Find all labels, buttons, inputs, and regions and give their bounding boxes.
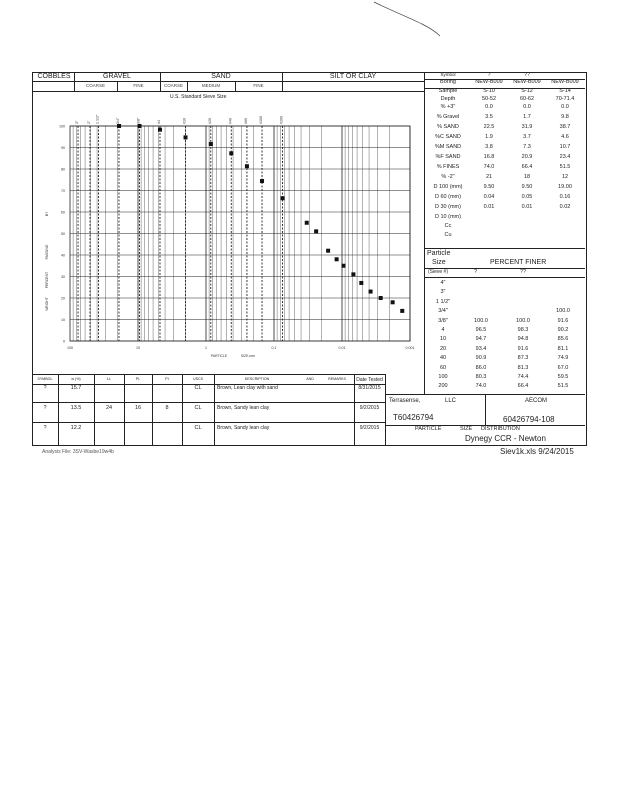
summary-cell: 3.8 <box>485 144 493 150</box>
y-tick-label: 40 <box>61 253 65 258</box>
bottom-header-cell: USCS <box>193 377 203 381</box>
summary-cell: 3.7 <box>523 134 531 140</box>
summary-cell: 0.01 <box>483 204 495 210</box>
cobbles-label: COBBLES <box>37 73 71 80</box>
summary-cell: 16.8 <box>483 154 495 160</box>
soil-class-header <box>32 72 424 92</box>
data-point <box>400 309 404 313</box>
y-tick-label: 10 <box>61 318 65 322</box>
summary-cell: 0.16 <box>559 194 571 200</box>
summary-row-label: D 100 (mm) <box>433 184 463 190</box>
summary-row-label: % +3" <box>440 104 456 110</box>
sand-fine-label: FINE <box>253 83 264 88</box>
y-axis-label-part: BY <box>45 211 49 217</box>
finer-size: 20 <box>439 345 447 352</box>
finer-size: 4 <box>441 327 445 333</box>
finer-value-1: 94.7 <box>475 336 487 343</box>
spreadsheet-file-date: Siev1k.xls 9/24/2015 <box>500 447 574 456</box>
summary-row-label: D 60 (mm) <box>435 194 461 200</box>
row-liquid-limit: 24 <box>105 405 113 411</box>
summary-cell: S-10 <box>483 88 495 94</box>
finer-symbol-2: ?? <box>520 269 527 275</box>
row-uscs: CL <box>194 425 202 431</box>
finer-value-2: 91.6 <box>517 345 529 352</box>
gravel-fine-label: FINE <box>133 83 144 88</box>
bottom-row-divider <box>32 402 385 403</box>
row-symbol: ? <box>43 405 47 411</box>
row-moisture: 13.5 <box>70 405 82 411</box>
data-point <box>342 264 346 268</box>
y-axis-label-part: WEIGHT <box>45 297 49 311</box>
row-plasticity-index: 8 <box>165 405 169 411</box>
bottom-header-cell: LL <box>107 377 111 381</box>
percent-finer-title: PERCENT FINER <box>490 259 547 266</box>
data-point <box>369 290 373 294</box>
summary-cell: 3.5 <box>485 114 493 120</box>
row-symbol: ? <box>43 385 47 391</box>
row-uscs: CL <box>194 385 202 391</box>
summary-cell: 0.0 <box>485 104 493 110</box>
summary-row-label: % SAND <box>437 124 459 130</box>
data-point <box>260 179 264 183</box>
sieve-label: #40 <box>228 118 233 124</box>
row-uscs: CL <box>194 405 202 411</box>
summary-cell: 0.05 <box>521 194 533 200</box>
finer-value-3: 90.2 <box>557 327 569 333</box>
y-tick-label: 50 <box>61 232 65 236</box>
x-tick-label: 0.001 <box>405 346 415 350</box>
data-point <box>138 124 142 128</box>
summary-cell: NEW-B009 <box>551 79 579 85</box>
summary-cell: 50-52 <box>481 96 497 102</box>
summary-cell: 0.04 <box>483 194 495 200</box>
summary-row-label: Cc <box>444 223 452 229</box>
title-block <box>385 394 585 445</box>
y-tick-label: 0 <box>63 339 65 344</box>
y-tick-label: 20 <box>61 296 65 301</box>
summary-row-label: % FINES <box>436 164 460 170</box>
summary-cell: 0.01 <box>521 204 533 210</box>
finer-value-2: 100.0 <box>516 317 530 324</box>
job-number-left: T60426794 <box>393 413 434 422</box>
gravel-coarse-label: COARSE <box>85 83 105 88</box>
y-axis-label-part: PERCENT <box>45 271 49 289</box>
summary-cell: 60-62 <box>519 96 535 102</box>
title-distribution: DISTRIBUTION <box>481 426 520 432</box>
finer-value-1: 74.0 <box>475 383 487 390</box>
finer-value-3: 100.0 <box>556 308 570 315</box>
job-number-right: 60426794-108 <box>503 415 555 424</box>
project-name: Dynegy CCR - Newton <box>465 434 546 443</box>
finer-size: 3" <box>440 289 446 296</box>
company-llc: LLC <box>445 398 457 404</box>
percent-finer-table <box>424 248 585 395</box>
summary-row-label: % -2" <box>441 174 455 180</box>
summary-cell: NEW-B009 <box>513 79 541 85</box>
sieve-label: 2" <box>87 120 92 124</box>
row-date-tested: 8/31/2015 <box>358 385 381 391</box>
summary-row-label: Sample <box>438 88 458 94</box>
summary-cell: 10.7 <box>559 144 571 150</box>
row-moisture: 12.2 <box>70 425 82 431</box>
finer-value-3: 91.6 <box>557 317 569 324</box>
finer-value-1: 80.3 <box>475 374 487 380</box>
y-tick-label: 80 <box>61 167 65 172</box>
sand-coarse-label: COARSE <box>163 83 183 88</box>
summary-cell: 51.5 <box>559 164 571 170</box>
finer-size: 4" <box>440 280 446 286</box>
finer-value-2: 74.4 <box>517 374 529 380</box>
data-point <box>245 164 249 168</box>
data-point <box>391 300 395 304</box>
finer-value-1: 93.4 <box>475 345 487 352</box>
summary-row-label: Cu <box>444 232 452 238</box>
row-date-tested: 9/2/2015 <box>359 425 380 431</box>
finer-value-2: 66.4 <box>517 383 529 390</box>
data-point <box>314 229 318 233</box>
summary-cell: 23.4 <box>559 154 571 160</box>
summary-left-border <box>424 72 425 248</box>
gravel-label: GRAVEL <box>103 73 131 80</box>
sand-medium-label: MEDIUM <box>201 83 221 88</box>
summary-cell: 19.00 <box>558 184 572 190</box>
title-particle: PARTICLE <box>415 426 442 432</box>
summary-row-label: %F SAND <box>435 154 461 160</box>
finer-size: 1 1/2" <box>435 298 451 305</box>
finer-left-border <box>424 249 425 395</box>
summary-cell: 4.6 <box>561 134 569 140</box>
summary-row-label: Depth <box>440 96 456 102</box>
y-tick-label: 70 <box>61 189 65 193</box>
sieve-label: #4 <box>156 120 161 124</box>
summary-cell: 7.3 <box>523 144 531 150</box>
finer-value-3: 85.6 <box>557 336 569 343</box>
data-point <box>209 142 213 146</box>
finer-value-2: 98.3 <box>517 327 529 333</box>
summary-row-label: Boring <box>440 79 456 85</box>
summary-table <box>424 72 585 248</box>
x-tick-label: 0.1 <box>271 346 277 350</box>
size-label: Size <box>432 259 446 266</box>
bottom-header-cell: AND <box>306 377 314 381</box>
sieve-label: #20 <box>207 118 212 124</box>
bottom-header-cell: PI <box>165 377 169 381</box>
sieve-label: 1 1/2" <box>95 114 100 124</box>
gradation-chart-svg <box>32 92 424 374</box>
bottom-header-cell: SYMBOL <box>37 377 53 381</box>
data-point <box>326 249 330 253</box>
row-description: Brown, Sandy lean clay <box>217 425 270 431</box>
x-tick-label: 10 <box>136 346 140 350</box>
data-point <box>280 196 284 200</box>
finer-value-3: 81.1 <box>557 345 569 352</box>
data-point <box>305 221 309 225</box>
summary-cell: 20.9 <box>521 154 533 160</box>
finer-size: 60 <box>439 364 447 371</box>
title-size: SIZE <box>460 426 473 432</box>
sieve-label: #200 <box>279 115 284 124</box>
finer-value-1: 100.0 <box>474 317 488 324</box>
sieve-label: 3/8" <box>136 117 141 124</box>
finer-value-1: 96.5 <box>475 327 487 333</box>
x-tick-label: 0.01 <box>338 346 346 350</box>
silt-clay-label: SILT OR CLAY <box>329 73 377 80</box>
bottom-row-divider <box>32 422 385 423</box>
summary-cell: 38.7 <box>559 124 571 130</box>
sieve-hash-label: (Sieve #) <box>428 269 449 275</box>
y-axis-label-part: PASSING <box>45 244 49 260</box>
finer-value-2: 81.3 <box>517 364 529 371</box>
summary-cell: NEW-B009 <box>475 79 503 85</box>
bottom-header-cell: w (%) <box>71 377 81 381</box>
y-tick-label: 100 <box>59 124 65 129</box>
summary-cell: 9.50 <box>521 184 533 190</box>
finer-value-2: 87.3 <box>517 355 529 362</box>
y-tick-label: 30 <box>61 275 65 279</box>
bottom-header-divider <box>32 384 385 385</box>
summary-cell: 9.50 <box>483 184 495 190</box>
data-point <box>335 257 339 261</box>
summary-cell: ? <box>487 72 491 78</box>
summary-cell: 1.7 <box>523 114 531 120</box>
finer-size: 3/8" <box>438 317 448 324</box>
finer-size: 40 <box>439 355 447 362</box>
finer-value-1: 86.0 <box>475 364 487 371</box>
bottom-col-divider <box>214 375 215 445</box>
finer-value-3: 59.5 <box>557 374 569 380</box>
y-tick-label: 90 <box>61 146 65 150</box>
data-point <box>351 272 355 276</box>
row-description: Brown, Sandy lean clay <box>217 405 270 411</box>
summary-row-label: Symbol <box>440 72 456 77</box>
finer-value-3: 67.0 <box>557 364 569 371</box>
analysis-file-label: Analysis File: 3SV-Wasbe19w4b <box>42 449 114 455</box>
y-tick-label: 60 <box>61 210 65 215</box>
data-point <box>379 296 383 300</box>
summary-cell: ?? <box>523 72 531 78</box>
data-point <box>158 128 162 132</box>
pen-scribble-mark <box>370 0 450 40</box>
summary-cell: 21 <box>485 174 493 180</box>
summary-row-label: %M SAND <box>434 144 462 150</box>
x-axis-label-particle: PARTICLE <box>210 354 228 358</box>
summary-cell: 1.9 <box>485 134 493 140</box>
summary-cell: 12 <box>561 174 569 180</box>
summary-cell: 0.0 <box>561 104 569 110</box>
summary-cell: 31.9 <box>521 124 533 130</box>
summary-row-label: % Gravel <box>436 114 460 120</box>
data-point <box>117 124 121 128</box>
sieve-label: #60 <box>243 118 248 124</box>
finer-value-1: 90.9 <box>475 355 487 362</box>
data-point <box>359 281 363 285</box>
summary-cell: S-12 <box>521 88 533 94</box>
finer-value-2: 94.8 <box>517 336 529 343</box>
sieve-label: #10 <box>182 118 187 124</box>
bottom-header-cell: REMARKS <box>328 377 346 381</box>
row-moisture: 15.7 <box>70 385 82 391</box>
summary-cell: 74.0 <box>483 164 495 170</box>
row-description: Brown, Lean clay with sand <box>217 385 278 391</box>
gradation-chart <box>32 92 425 374</box>
finer-size: 100 <box>438 374 448 380</box>
particle-label: Particle <box>427 250 451 257</box>
sand-label: SAND <box>211 73 231 80</box>
sieve-label: 3/4" <box>115 117 120 124</box>
x-tick-label: 1 <box>205 346 207 350</box>
summary-cell: 22.5 <box>483 124 495 130</box>
summary-cell: 0.0 <box>523 104 531 110</box>
finer-size: 3/4" <box>438 308 448 315</box>
summary-cell: 0.02 <box>559 204 571 210</box>
summary-cell: S-14 <box>559 88 571 94</box>
row-date-tested: 9/2/2015 <box>359 405 380 411</box>
row-symbol: ? <box>43 425 47 431</box>
bottom-header-cell: Date Tested <box>356 377 383 383</box>
summary-cell: 66.4 <box>521 164 533 170</box>
sieve-label: 3" <box>75 120 80 124</box>
data-point <box>229 151 233 155</box>
x-tick-label: 100 <box>67 346 73 350</box>
finer-size: 200 <box>438 383 448 390</box>
bottom-header-cell: DESCRIPTION <box>244 377 270 381</box>
data-point <box>184 135 188 139</box>
summary-cell: 18 <box>523 174 531 180</box>
summary-row-label: D 30 (mm) <box>435 204 461 210</box>
finer-value-3: 51.5 <box>557 383 569 390</box>
x-axis-label-size: SIZE-mm <box>240 354 256 358</box>
summary-cell: 9.8 <box>561 114 569 120</box>
summary-row-label: %C SAND <box>435 134 461 140</box>
sieve-size-title: U.S. Standard Sieve Size <box>170 94 227 100</box>
row-plastic-limit: 16 <box>134 405 142 411</box>
sample-description-table <box>32 374 386 445</box>
sieve-label: #100 <box>259 116 264 124</box>
finer-value-3: 74.9 <box>557 355 569 362</box>
client-name: AECOM <box>525 398 548 404</box>
finer-symbol-1: ? <box>474 269 478 275</box>
finer-size: 10 <box>439 336 447 343</box>
bottom-header-cell: PL <box>135 377 141 381</box>
summary-cell: 70-71.4 <box>555 96 575 102</box>
summary-row-label: D 10 (mm) <box>435 214 461 220</box>
company-name: Terrasense, <box>389 398 421 404</box>
